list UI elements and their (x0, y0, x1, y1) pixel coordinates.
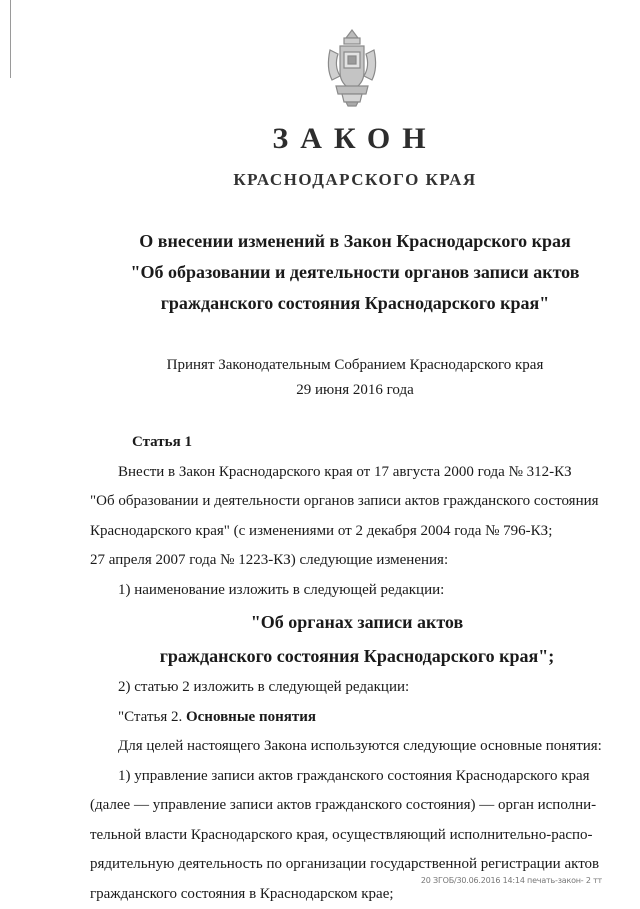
adoption-date: 29 июня 2016 года (60, 378, 640, 403)
article-body (90, 428, 614, 909)
definition-line: 1) управление записи актов гражданского состояния Краснодарского края (90, 762, 614, 792)
list-item: 2) статью 2 изложить в следующей редакции: (90, 673, 614, 703)
paragraph-line: 27 апреля 2007 года № 1223-КЗ) следующие изменения: (90, 546, 614, 576)
coat-of-arms-icon (322, 28, 382, 108)
adoption-line: Принят Законодательным Собранием Краснодарского края (60, 353, 640, 378)
article2-prefix: "Статья 2. (118, 709, 186, 725)
new-title-line: "Об органах записи актов (90, 605, 614, 639)
definition-line: (далее — управление записи актов гражданского состояния) — орган исполни- (90, 791, 614, 821)
definition-line: рядительную деятельность по организации государственной регистрации актов (90, 850, 614, 880)
definition-line: гражданского состояния в Краснодарском крае; (90, 880, 614, 909)
paragraph-line: Внести в Закон Краснодарского края от 17 августа 2000 года № 312-КЗ (90, 458, 614, 488)
paragraph-line: Для целей настоящего Закона используются следующие основные понятия: (90, 732, 614, 762)
headline-line: "Об образовании и деятельности органов записи актов (60, 257, 640, 288)
headline-line: гражданского состояния Краснодарского края" (60, 288, 640, 319)
print-stamp: 20 ЗГОБ/30.06.2016 14:14 печать-закон- 2 тт (421, 876, 602, 885)
document-subtitle: КРАСНОДАРСКОГО КРАЯ (0, 170, 640, 190)
list-item: 1) наименование изложить в следующей редакции: (90, 576, 614, 606)
scan-margin-line (10, 0, 11, 78)
headline-line: О внесении изменений в Закон Краснодарского края (60, 226, 640, 257)
document-title: ЗАКОН (0, 122, 640, 156)
article2-title: Основные понятия (186, 709, 316, 725)
paragraph-line: "Об образовании и деятельности органов записи актов гражданского состояния (90, 487, 614, 517)
law-headline (60, 226, 640, 319)
new-title-line: гражданского состояния Краснодарского края"; (90, 639, 614, 673)
article-heading: Статья 1 (90, 428, 614, 458)
definition-line: тельной власти Краснодарского края, осуществляющий исполнительно-распо- (90, 821, 614, 851)
article2-heading (90, 703, 614, 733)
paragraph-line: Краснодарского края" (с изменениями от 2 декабря 2004 года № 796-КЗ; (90, 517, 614, 547)
adoption-note (60, 353, 640, 403)
